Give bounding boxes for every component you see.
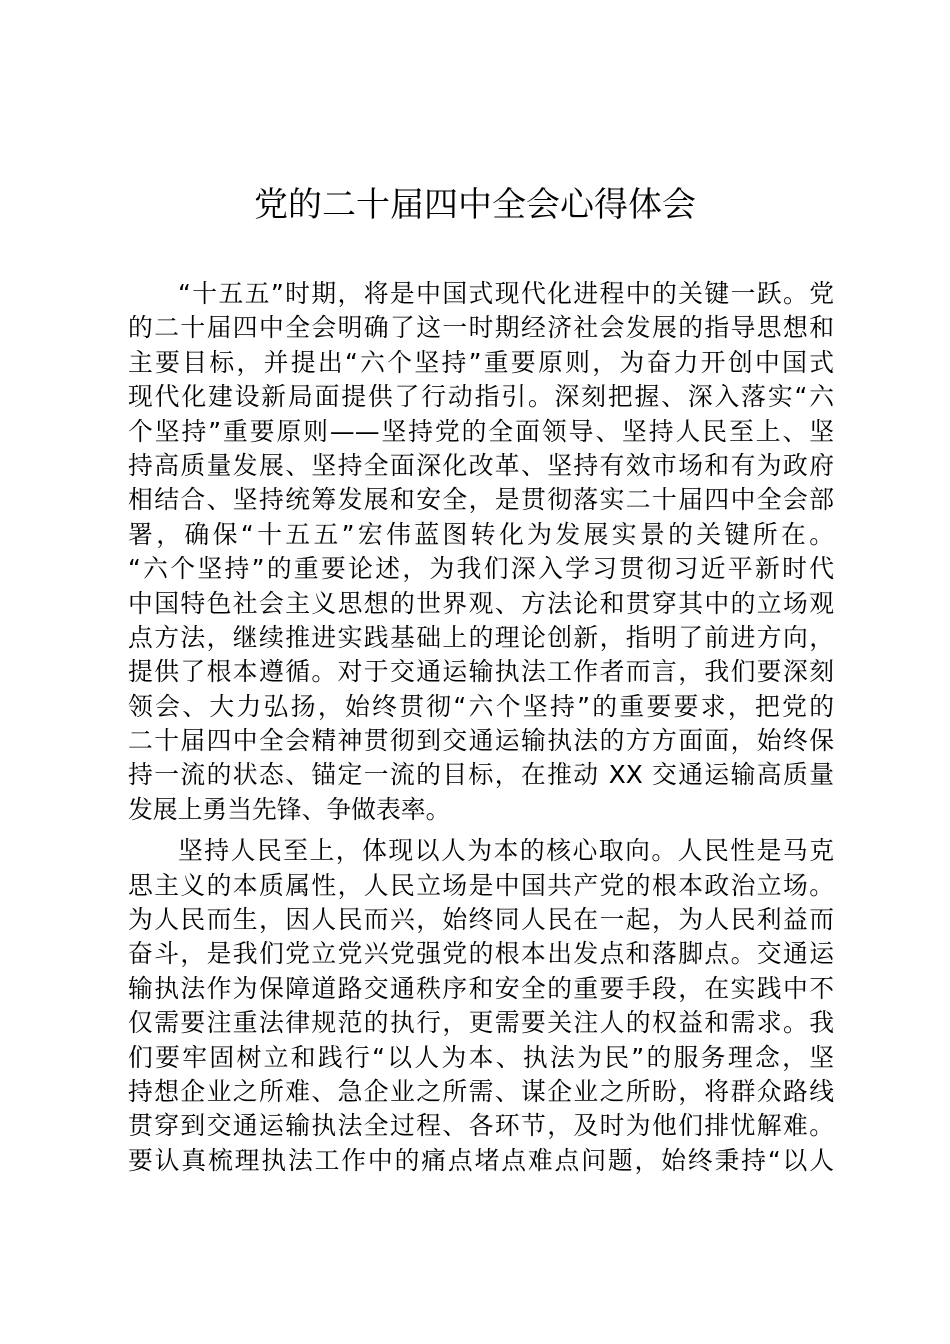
text-line: 提供了根本遵循。对于交通运输执法工作者而言，我们要深刻 [128, 657, 834, 687]
text-line: 们要牢固树立和践行“以人为本、执法为民”的服务理念，坚 [128, 1042, 834, 1072]
text-line: “十五五”时期，将是中国式现代化进程中的关键一跃。党 [178, 279, 834, 308]
text-line: 思主义的本质属性，人民立场是中国共产党的根本政治立场。 [128, 870, 834, 900]
text-line: 发展上勇当先锋、争做表率。 [128, 794, 451, 824]
text-line: 坚持人民至上，体现以人为本的核心取向。人民性是马克 [178, 836, 834, 866]
paragraph-2 [128, 834, 834, 1178]
text-line: “六个坚持”的重要论述，为我们深入学习贯彻习近平新时代 [128, 554, 834, 584]
document-title: 党的二十届四中全会心得体会 [254, 185, 696, 225]
text-line: 仅需要注重法律规范的执行，更需要关注人的权益和需求。我 [128, 1008, 834, 1038]
text-line: 持想企业之所难、急企业之所需、谋企业之所盼，将群众路线 [128, 1076, 834, 1106]
text-line: 二十届四中全会精神贯彻到交通运输执法的方方面面，始终保 [128, 726, 834, 756]
text-line: 贯穿到交通运输执法全过程、各环节，及时为他们排忧解难。 [128, 1111, 834, 1141]
text-line: 点方法，继续推进实践基础上的理论创新，指明了前进方向， [128, 622, 834, 652]
text-line: 个坚持”重要原则——坚持党的全面领导、坚持人民至上、坚 [128, 416, 834, 446]
paragraph-1 [128, 277, 834, 827]
text-line: 输执法作为保障道路交通秩序和安全的重要手段，在实践中不 [128, 973, 834, 1003]
paragraph-spacer [128, 827, 834, 834]
text-line: 相结合、坚持统筹发展和安全，是贯彻落实二十届四中全会部 [128, 485, 834, 515]
text-line: 现代化建设新局面提供了行动指引。深刻把握、深入落实“六 [128, 382, 834, 412]
document-body [128, 277, 834, 1178]
text-line: 署，确保“十五五”宏伟蓝图转化为发展实景的关键所在。 [128, 519, 834, 549]
text-line: 为人民而生，因人民而兴，始终同人民在一起，为人民利益而 [128, 905, 834, 935]
text-line: 领会、大力弘扬，始终贯彻“六个坚持”的重要要求，把党的 [128, 691, 834, 721]
text-line: 持一流的状态、锚定一流的目标，在推动 XX 交通运输高质量 [128, 760, 834, 790]
text-line: 的二十届四中全会明确了这一时期经济社会发展的指导思想和 [128, 313, 834, 343]
text-line: 奋斗，是我们党立党兴党强党的根本出发点和落脚点。交通运 [128, 939, 834, 969]
text-line: 持高质量发展、坚持全面深化改革、坚持有效市场和有为政府 [128, 450, 834, 480]
text-line: 要认真梳理执法工作中的痛点堵点难点问题，始终秉持“以人 [128, 1145, 834, 1175]
text-line: 中国特色社会主义思想的世界观、方法论和贯穿其中的立场观 [128, 588, 834, 618]
text-line: 主要目标，并提出“六个坚持”重要原则，为奋力开创中国式 [128, 347, 834, 377]
